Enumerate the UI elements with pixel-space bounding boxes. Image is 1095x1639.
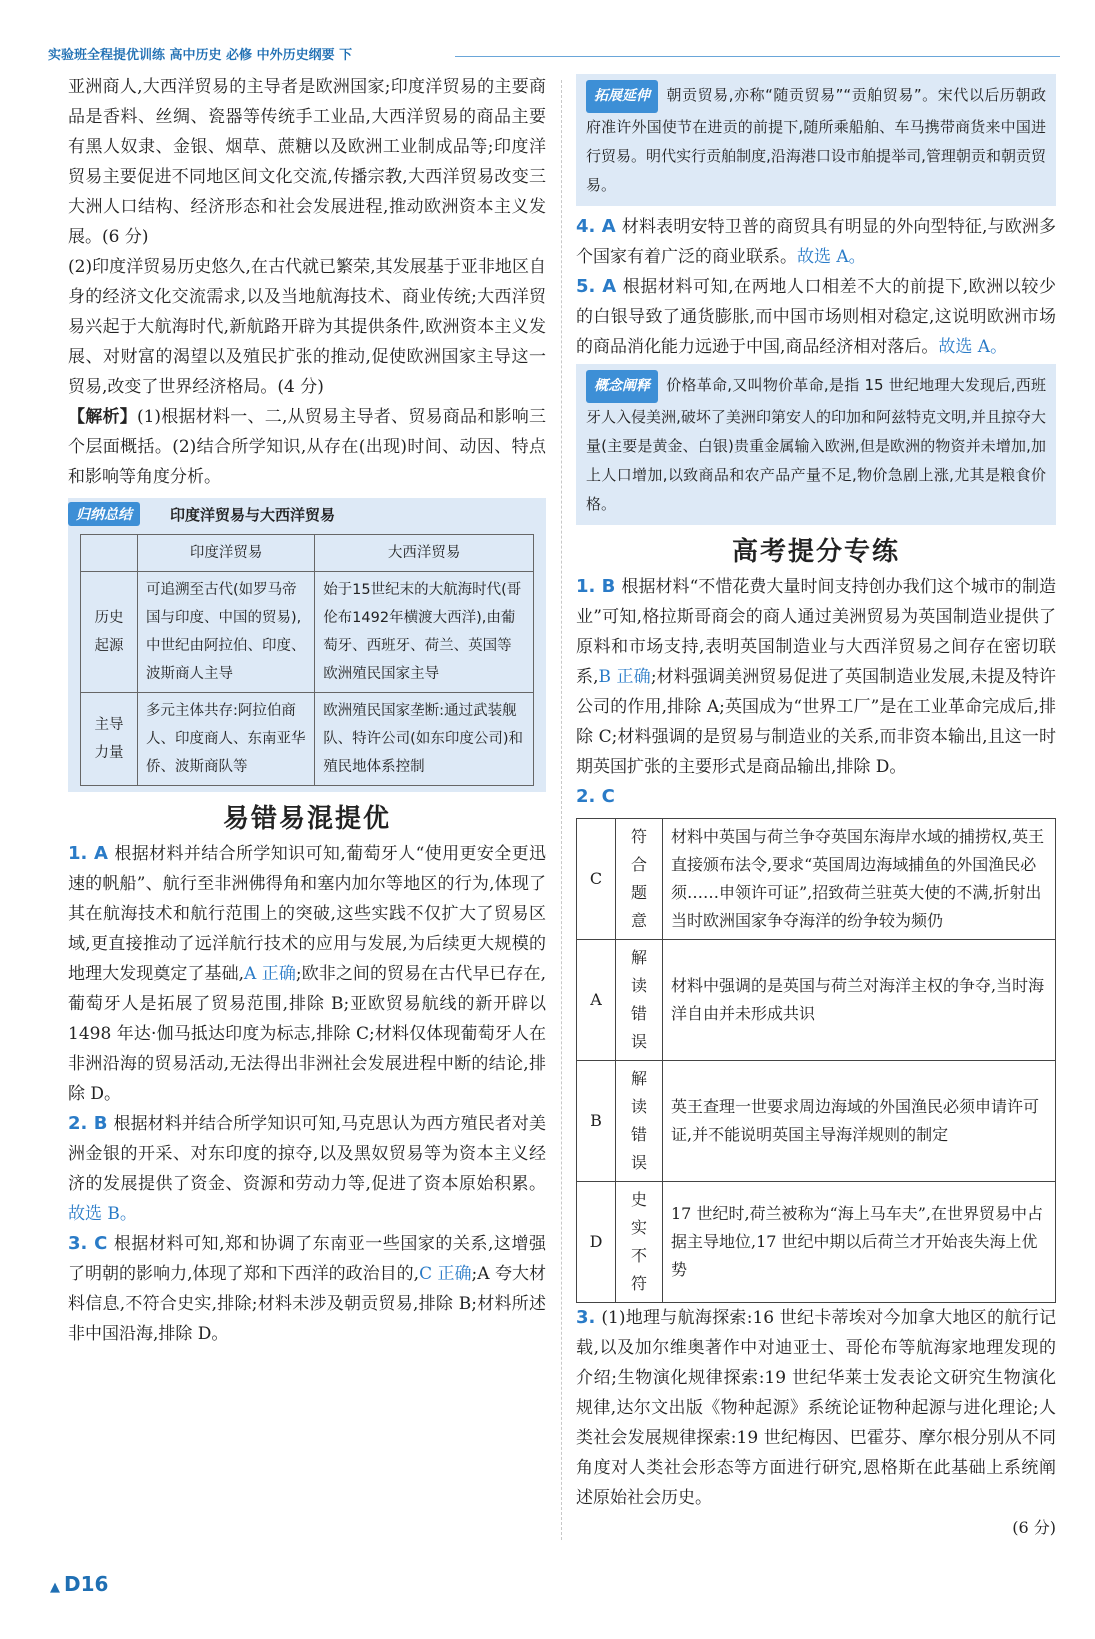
q5-text: 根据材料可知,在两地人口相差不大的前提下,欧洲以较少的白银导致了通货膨胀,而中国市场则相对稳定,这说明欧洲市场的商品消化能力远逊于中国,商品经济相对落后。 xyxy=(576,277,1056,357)
question-1 xyxy=(68,839,546,1109)
section-title-exam: 高考提分专练 xyxy=(731,537,900,567)
table-row xyxy=(577,940,1056,1061)
comparison-table xyxy=(80,534,534,786)
answer-part2: (2)印度洋贸易历史悠久,在古代就已繁荣,其发展基于亚非地区自身的经济文化交流需求,以及当地航海技术、商业传统;大西洋贸易兴起于大航海时代,新航路开辟为其提供条件,欧洲资本主义发展、对财富的渴望以及殖民扩张的推动,促使欧洲国家主导这一贸易,改变了世界经济格局。(4 分) xyxy=(68,257,546,397)
table-corner xyxy=(81,535,138,572)
option-letter: C xyxy=(577,819,616,940)
extension-text: 朝贡贸易,亦称“随贡贸易”“贡舶贸易”。宋代以后历朝政府准许外国使节在进贡的前提下,随所乘船舶、车马携带商货来中国进行贸易。明代实行贡舶制度,沿海港口设市舶提举司,管理朝贡和朝贡贸易。 xyxy=(586,86,1046,194)
g1-rest: ;材料强调美洲贸易促进了英国制造业发展,未提及特许公司的作用,排除 A;英国成为“世界工厂”是在工业革命完成后,排除 C;材料强调的是贸易与制造业的关系,而非资本输出,且这一时期英国扩张的主要形式是商品输出,排除 D。 xyxy=(576,667,1056,777)
question-5 xyxy=(576,272,1056,362)
table-header-atlantic: 大西洋贸易 xyxy=(315,535,534,572)
summary-tag: 归纳总结 xyxy=(68,502,140,526)
q1-correct: A 正确 xyxy=(244,964,296,984)
question-2 xyxy=(68,1109,546,1229)
q1-number: 1. A xyxy=(68,843,108,864)
cell-origin-indian: 可追溯至古代(如罗马帝国与印度、中国的贸易),中世纪由阿拉伯、印度、波斯商人主导 xyxy=(138,572,315,693)
right-column xyxy=(576,72,1056,1543)
analysis-label: 【解析】 xyxy=(68,407,137,427)
page-number: ▲ D16 xyxy=(50,1572,108,1596)
exam-question-2 xyxy=(576,782,1056,812)
q3-rest: ;A 夸大材料信息,不符合史实,排除;材料未涉及朝贡贸易,排除 B;材料所述非中国沿海,排除 D。 xyxy=(68,1264,546,1344)
option-text: 英王查理一世要求周边海域的外国渔民必须申请许可证,并不能说明英国主导海洋规则的制定 xyxy=(663,1061,1056,1182)
option-letter: B xyxy=(577,1061,616,1182)
table-header-indian: 印度洋贸易 xyxy=(138,535,315,572)
header-rule xyxy=(455,56,1060,57)
option-text: 材料中强调的是英国与荷兰对海洋主权的争夺,当时海洋自由并未形成共识 xyxy=(663,940,1056,1061)
exam-question-1 xyxy=(576,572,1056,782)
option-tag: 史实不符 xyxy=(616,1182,663,1303)
running-header: 实验班全程提优训练 高中历史 必修 中外历史纲要 下 xyxy=(48,48,353,63)
concept-text: 价格革命,又叫物价革命,是指 15 世纪地理大发现后,西班牙人入侵美洲,破坏了美洲印第安人的印加和阿兹特克文明,并且掠夺大量(主要是黄金、白银)贵重金属输入欧洲,但是欧洲的物资并未增加,加上人口增加,以致商品和农产品产量不足,物价急剧上涨,尤其是粮食价格。 xyxy=(586,376,1046,513)
answer-analysis-table xyxy=(576,818,1056,1303)
cell-origin-atlantic: 始于15世纪末的大航海时代(哥伦布1492年横渡大西洋),由葡萄牙、西班牙、荷兰、英国等欧洲殖民国家主导 xyxy=(315,572,534,693)
q5-correct: 故选 A。 xyxy=(938,337,1008,357)
concept-box xyxy=(576,364,1056,525)
g3-text: (1)地理与航海探索:16 世纪卡蒂埃对今加拿大地区的航行记载,以及加尔维奥著作中对迪亚士、哥伦布等航海家地理发现的介绍;生物演化规律探索:19 世纪华莱士发表论文研究生物演化规律,达尔文出版《物种起源》系统论证物种起源与进化理论;人类社会发展规律探索:19 世纪梅因、巴霍芬、摩尔根分别从不同角度对人类社会形态等方面进行研究,恩格斯在此基础上系统阐述原始社会历史。 xyxy=(576,1308,1056,1508)
q1-rest: ;欧非之间的贸易在古代早已存在,葡萄牙人是拓展了贸易范围,排除 B;亚欧贸易航线的新开辟以 1498 年达·伽马抵达印度为标志,排除 C;材料仅体现葡萄牙人在非洲沿海的贸易活动,无法得出非洲社会发展进程中断的结论,排除 D。 xyxy=(68,964,546,1104)
extension-tag: 拓展延伸 xyxy=(586,80,658,113)
q2-text: 根据材料并结合所学知识可知,马克思认为西方殖民者对美洲金银的开采、对东印度的掠夺,以及黑奴贸易等为资本主义经济的发展提供了资金、资源和劳动力等,促进了资本原始积累。 xyxy=(68,1114,546,1194)
summary-title: 印度洋贸易与大西洋贸易 xyxy=(170,505,336,524)
option-tag: 符合题意 xyxy=(616,819,663,940)
q3-text: 根据材料可知,郑和协调了东南亚一些国家的关系,这增强了明朝的影响力,体现了郑和下西洋的政治目的, xyxy=(68,1234,546,1284)
option-text: 17 世纪时,荷兰被称为“海上马车夫”,在世界贸易中占据主导地位,17 世纪中期以后荷兰才开始丧失海上优势 xyxy=(663,1182,1056,1303)
question-4 xyxy=(576,212,1056,272)
option-tag: 解读错误 xyxy=(616,1061,663,1182)
g1-number: 1. B xyxy=(576,576,616,597)
q4-number: 4. A xyxy=(576,216,616,237)
q4-correct: 故选 A。 xyxy=(797,247,866,267)
analysis-text: (1)根据材料一、二,从贸易主导者、贸易商品和影响三个层面概括。(2)结合所学知识,从存在(出现)时间、动因、特点和影响等角度分析。 xyxy=(68,407,547,487)
q3-correct: C 正确 xyxy=(419,1264,472,1284)
g1-correct: B 正确 xyxy=(598,667,651,687)
concept-tag: 概念阐释 xyxy=(586,370,658,403)
q5-number: 5. A xyxy=(576,276,617,297)
left-column xyxy=(68,72,546,1349)
option-text: 材料中英国与荷兰争夺英国东海岸水域的捕捞权,英王直接颁布法令,要求“英国周边海域捕鱼的外国渔民必须……申领许可证”,招致荷兰驻英大使的不满,折射出当时欧洲国家争夺海洋的纷争较为频仍 xyxy=(663,819,1056,940)
summary-box xyxy=(68,498,546,792)
concept-content xyxy=(586,370,1046,519)
q4-text: 材料表明安特卫普的商贸具有明显的外向型特征,与欧洲多个国家有着广泛的商业联系。 xyxy=(576,217,1057,267)
cell-power-indian: 多元主体共存:阿拉伯商人、印度商人、东南亚华侨、波斯商队等 xyxy=(138,693,315,786)
q2-number: 2. B xyxy=(68,1113,108,1134)
cell-power-atlantic: 欧洲殖民国家垄断:通过武装舰队、特许公司(如东印度公司)和殖民地体系控制 xyxy=(315,693,534,786)
g2-number: 2. C xyxy=(576,786,615,807)
g3-score: (6 分) xyxy=(1012,1518,1056,1537)
g1-text: 根据材料“不惜花费大量时间支持创办我们这个城市的制造业”可知,格拉斯哥商会的商人通过美洲贸易为英国制造业提供了原料和市场支持,表明英国制造业与大西洋贸易之间存在密切联系, xyxy=(576,577,1056,687)
option-tag: 解读错误 xyxy=(616,940,663,1061)
analysis xyxy=(68,402,546,492)
table-row xyxy=(577,819,1056,940)
table-row xyxy=(577,1182,1056,1303)
question-3 xyxy=(68,1229,546,1349)
q1-text: 根据材料并结合所学知识可知,葡萄牙人“使用更安全更迅速的帆船”、航行至非洲佛得角和塞内加尔等地区的行为,体现了其在航海技术和航行范围上的突破,这些实践不仅扩大了贸易区域,更直接推动了远洋航行技术的应用与发展,为后续更大规模的地理大发现奠定了基础, xyxy=(68,844,547,984)
answer-part1: 亚洲商人,大西洋贸易的主导者是欧洲国家;印度洋贸易的主要商品是香料、丝绸、瓷器等传统手工业品,大西洋贸易的商品主要有黑人奴隶、金银、烟草、蔗糖以及欧洲工业制成品等;印度洋贸易主要促进不同地区间文化交流,传播宗教,大西洋贸易改变三大洲人口结构、经济形态和社会发展进程,推动欧洲资本主义发展。(6 分) xyxy=(68,77,546,247)
option-letter: D xyxy=(577,1182,616,1303)
section-title-errors: 易错易混提优 xyxy=(222,804,391,834)
q2-correct: 故选 B。 xyxy=(68,1204,137,1224)
row-head-power: 主导力量 xyxy=(81,693,138,786)
table-row xyxy=(577,1061,1056,1182)
g3-number: 3. xyxy=(576,1307,596,1328)
extension-box xyxy=(576,74,1056,206)
exam-question-3 xyxy=(576,1303,1056,1513)
q3-number: 3. C xyxy=(68,1233,108,1254)
option-letter: A xyxy=(577,940,616,1061)
row-head-origin: 历史起源 xyxy=(81,572,138,693)
column-divider xyxy=(561,80,562,1540)
extension-content xyxy=(586,80,1046,200)
